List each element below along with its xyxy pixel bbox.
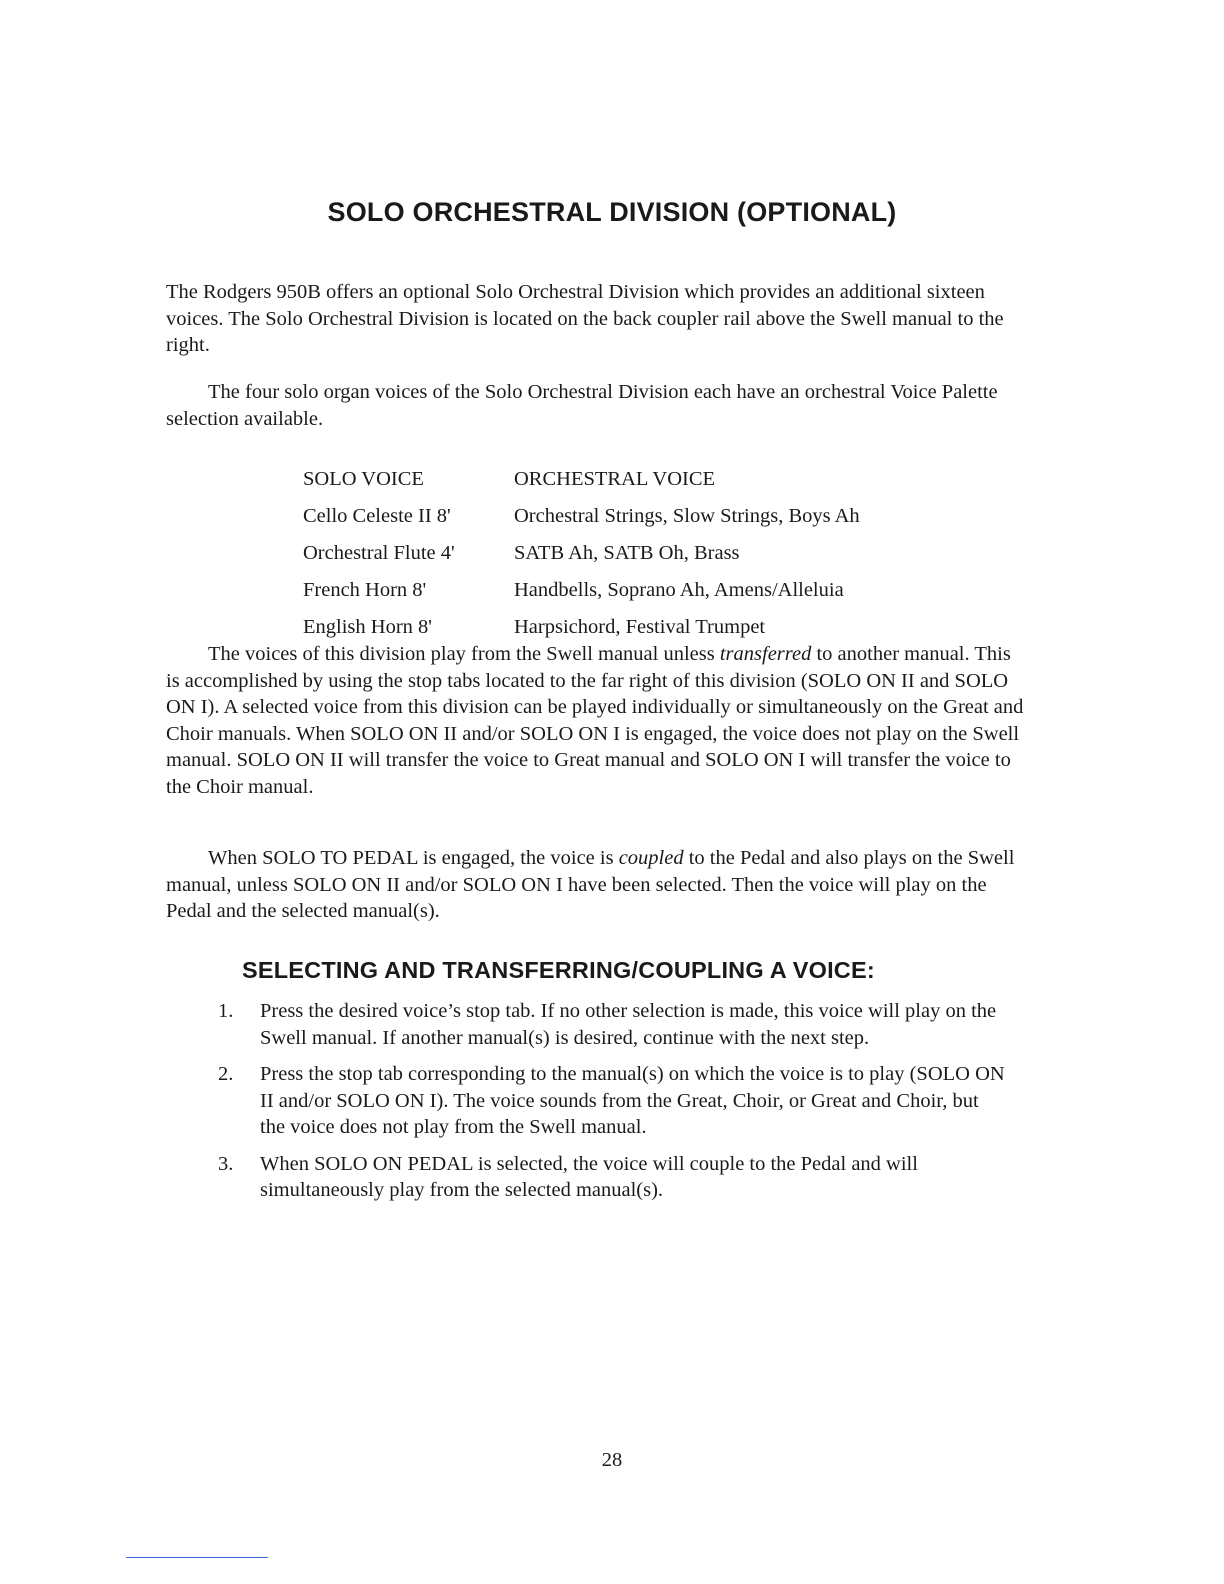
pedal-paragraph	[166, 845, 1026, 925]
palette-paragraph: The four solo organ voices of the Solo Orchestral Division each have an orchestral Voice Palette selection available.	[166, 381, 998, 430]
page-number: 28	[601, 1449, 623, 1471]
transfer-paragraph	[166, 641, 1026, 800]
voice-table-header-row	[303, 461, 860, 498]
orchestral-voice-cell: SATB Ah, SATB Oh, Brass	[514, 542, 740, 564]
orchestral-voice-cell: Orchestral Strings, Slow Strings, Boys Ah	[514, 505, 860, 527]
voice-table-header: ORCHESTRAL VOICE	[514, 468, 716, 490]
voice-table-row	[303, 498, 860, 535]
pedal-text-after: to the Pedal and also plays on the Swell manual, unless SOLO ON II and/or SOLO ON I have been selected. Then the voice will play on the Pedal and the selected manual(s).	[166, 847, 1015, 922]
page-title: SOLO ORCHESTRAL DIVISION (OPTIONAL)	[327, 197, 897, 227]
voice-table-row	[303, 572, 860, 609]
pedal-text-before: When SOLO TO PEDAL is engaged, the voice is	[208, 847, 619, 869]
footer-divider	[126, 1557, 268, 1558]
orchestral-voice-cell: Handbells, Soprano Ah, Amens/Alleluia	[514, 579, 844, 601]
solo-voice-cell: English Horn 8'	[303, 616, 432, 638]
step-text: Press the stop tab corresponding to the manual(s) on which the voice is to play (SOLO ON II and/or SOLO ON I). The voice sounds from the Great, Choir, or Great and Choir, but the voice does not play from the Swell manual.	[260, 1063, 1005, 1138]
steps-list	[218, 998, 1008, 1214]
section-subtitle: SELECTING AND TRANSFERRING/COUPLING A VOICE:	[242, 957, 875, 983]
transfer-text-before: The voices of this division play from the Swell manual unless	[208, 643, 720, 665]
transfer-emphasis: transferred	[719, 643, 812, 665]
transfer-text-after: to another manual. This is accomplished by using the stop tabs located to the far right of this division (SOLO ON II and SOLO ON I). A selected voice from this division can be played individually or simultaneously on the Great and Choir manuals. When SOLO ON II and/or SOLO ON I is engaged, the voice does not play on the Swell manual. SOLO ON II will transfer the voice to Great manual and SOLO ON I will transfer the voice to the Choir manual.	[166, 643, 1024, 798]
pedal-emphasis: coupled	[618, 847, 684, 869]
step-item	[218, 1151, 1008, 1204]
solo-voice-cell: French Horn 8'	[303, 579, 427, 601]
step-item	[218, 998, 1008, 1051]
step-text: When SOLO ON PEDAL is selected, the voice will couple to the Pedal and will simultaneously play from the selected manual(s).	[260, 1152, 918, 1201]
step-text: Press the desired voice’s stop tab. If no other selection is made, this voice will play on the Swell manual. If another manual(s) is desired, continue with the next step.	[260, 1000, 997, 1049]
solo-voice-cell: Orchestral Flute 4'	[303, 542, 455, 564]
voice-table-header: SOLO VOICE	[303, 468, 424, 490]
orchestral-voice-cell: Harpsichord, Festival Trumpet	[514, 616, 766, 638]
step-number: 2.	[218, 1063, 234, 1085]
intro-paragraph: The Rodgers 950B offers an optional Solo Orchestral Division which provides an additional sixteen voices. The Solo Orchestral Division is located on the back coupler rail above the Swell manual to the right.	[166, 281, 1004, 356]
step-number: 1.	[218, 1000, 234, 1022]
step-number: 3.	[218, 1152, 234, 1175]
step-item	[218, 1061, 1008, 1141]
voice-table-row	[303, 535, 860, 572]
solo-voice-cell: Cello Celeste II 8'	[303, 505, 451, 527]
voice-table	[303, 461, 860, 646]
